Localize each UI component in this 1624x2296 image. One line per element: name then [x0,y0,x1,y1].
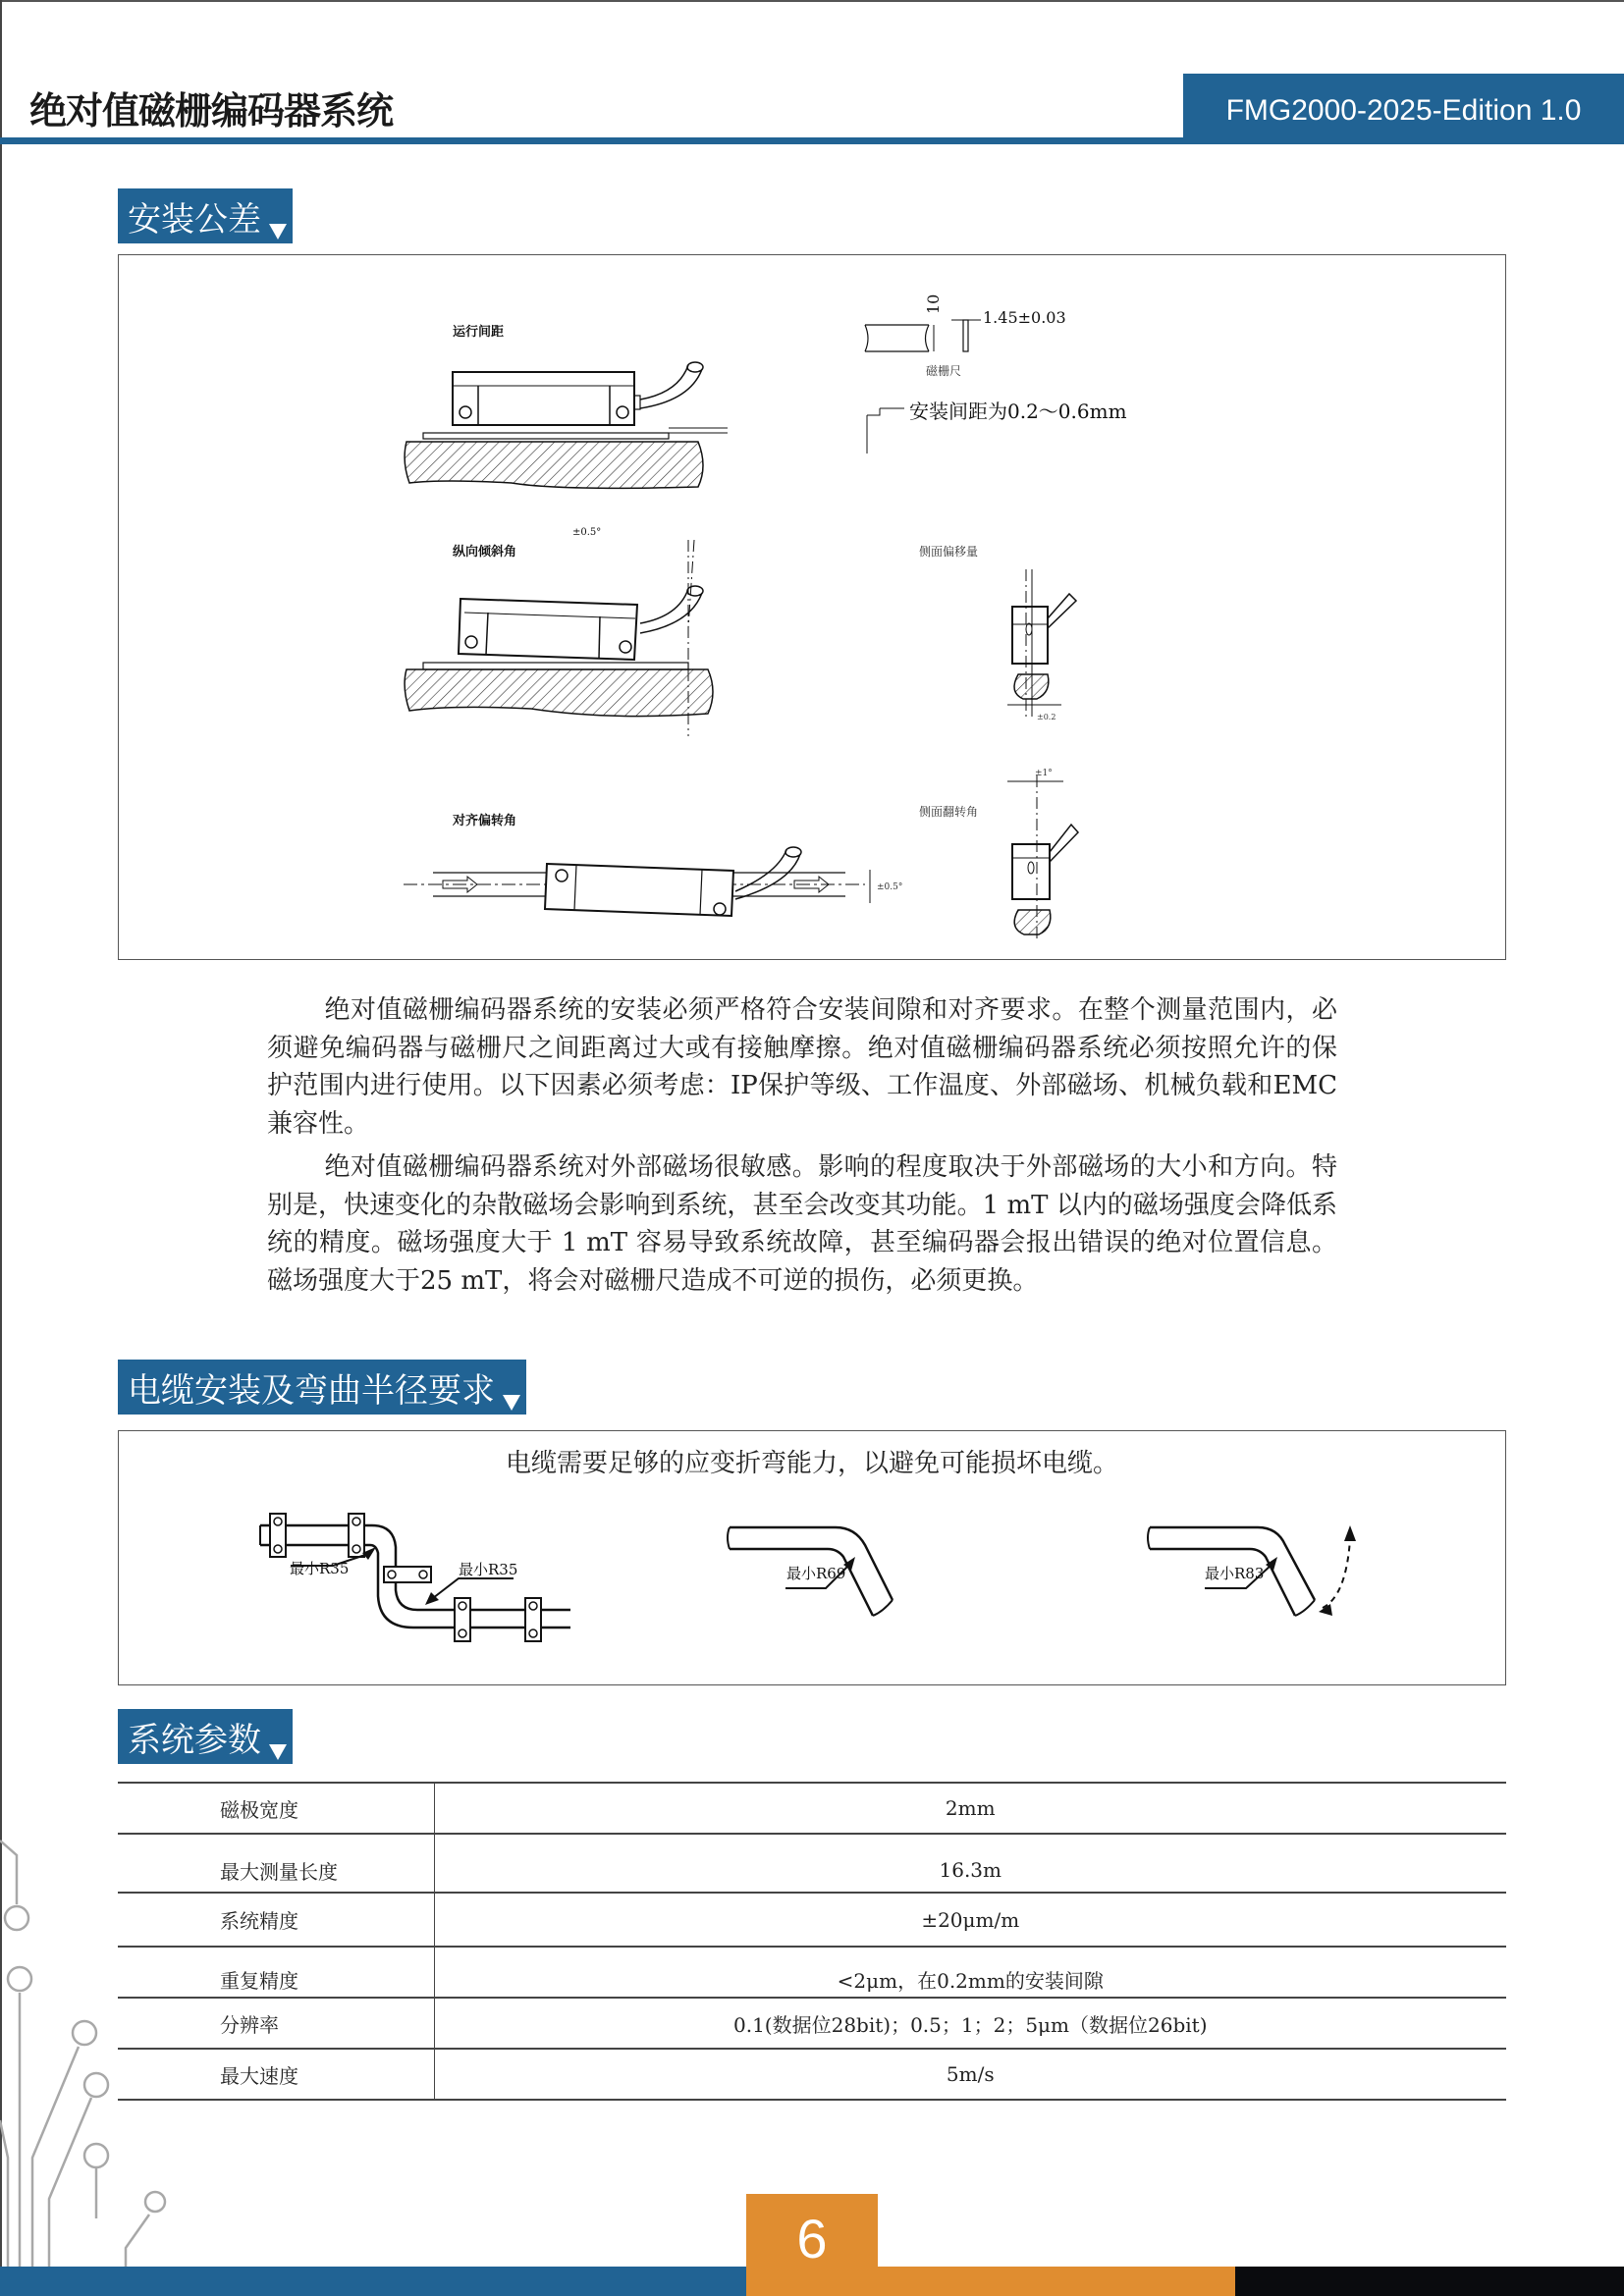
section-heading-cable-bending [118,1360,526,1415]
pitch-angle-drawing [405,527,713,736]
triangle-down-icon [503,1395,520,1411]
section-heading-system-params [118,1709,293,1764]
yaw-label: 对齐偏转角 [453,814,517,828]
s-bend-label-2: 最小R35 [459,1561,518,1578]
roll-label: 侧面翻转角 [919,805,979,819]
static-bend-label: 最小R69 [786,1565,846,1582]
footer-bar-black [1235,2267,1624,2296]
scale-height-dim: 10 [924,294,943,314]
section-title: 安装公差 [128,199,261,240]
tolerance-drawing [119,255,1507,961]
edition-label: FMG2000-2025-Edition 1.0 [1225,94,1582,127]
lateral-offset-drawing [919,544,1076,721]
paragraph-installation: 绝对值磁栅编码器系统的安装必须严格符合安装间隙和对齐要求。在整个测量范围内，必须避免编码器与磁栅尺之间距离过大或有接触摩擦。绝对值磁栅编码器系统必须按照允许的保护范围内进行使用。以下因素必须考虑：IP保护等级、工作温度、外部磁场、机械负载和EMC兼容性。 [267,995,1337,1139]
table-row [118,2049,1506,2100]
cable-caption: 电缆需要足够的应变折弯能力，以避免可能损坏电缆。 [505,1449,1118,1478]
param-value: 2mm [434,1783,1506,1834]
param-value: 0.1(数据位28bit)；0.5；1；2；5μm（数据位26bit) [434,1998,1506,2049]
document-title: 绝对值磁栅编码器系统 [29,89,394,133]
section-title: 系统参数 [128,1720,261,1760]
param-key: 磁极宽度 [118,1783,434,1834]
yaw-angle-drawing [119,255,902,916]
table-row [118,1783,1506,1834]
param-key: 分辨率 [118,1998,434,2049]
triangle-down-icon [269,224,287,240]
table-row [118,1947,1506,1998]
dynamic-bend-label: 最小R83 [1205,1565,1265,1582]
edition-badge [1183,74,1624,144]
pitch-tolerance: ±0.5° [572,527,602,538]
static-bend-cable [728,1527,893,1616]
param-value: <2μm，在0.2mm的安装间隙 [434,1947,1506,1998]
pitch-label: 纵向倾斜角 [453,545,517,560]
page-border-top [0,0,1624,2]
roll-angle-drawing [919,769,1078,942]
lateral-offset-tolerance: ±0.2 [1037,713,1056,721]
param-key: 最大速度 [118,2049,434,2100]
scale-cross-section [865,294,1066,378]
running-gap-drawing [405,324,1127,488]
gap-note: 安装间距为0.2～0.6mm [909,400,1127,423]
page-number [746,2194,878,2272]
s-bend-label-1: 最小R35 [290,1560,350,1577]
param-key: 重复精度 [118,1947,434,1998]
table-row [118,1998,1506,2049]
motion-arrow-icon [1344,1525,1356,1541]
system-params-table [118,1782,1506,2101]
table-row [118,1893,1506,1947]
scale-label: 磁栅尺 [926,364,962,378]
paragraph-magnetic-field: 绝对值磁栅编码器系统对外部磁场很敏感。影响的程度取决于外部磁场的大小和方向。特别是，快速变化的杂散磁场会影响到系统，甚至会改变其功能。1 mT 以内的磁场强度会降低系统的精度。磁场强度大于 1 mT 容易导致系统故障，甚至编码器会报出错误的绝对位置信息。磁场强度大于25 mT，将会对磁栅尺造成不可逆的损伤，必须更换。 [267,1152,1337,1296]
dynamic-bend-cable [1148,1525,1356,1616]
param-key: 系统精度 [118,1893,434,1947]
scale-thickness-dim: 1.45±0.03 [983,308,1066,327]
circuit-decoration-icon [0,1806,177,2268]
param-value: ±20μm/m [434,1893,1506,1947]
running-gap-label: 运行间距 [453,325,505,340]
section-heading-installation-tolerance [118,188,293,243]
param-value: 16.3m [434,1834,1506,1893]
triangle-down-icon [269,1744,287,1760]
footer-bar-blue [0,2267,746,2296]
cable-drawing [119,1431,1507,1686]
yaw-tolerance: ±0.5° [877,882,903,892]
page-number-label: 6 [796,2207,828,2269]
lateral-offset-label: 侧面偏移量 [919,545,979,559]
s-bend-cable [260,1514,570,1641]
cable-bending-diagram [118,1430,1506,1685]
roll-tolerance: ±1° [1035,769,1053,778]
table-row [118,1834,1506,1893]
param-value: 5m/s [434,2049,1506,2100]
param-key: 最大测量长度 [118,1834,434,1893]
section-title: 电缆安装及弯曲半径要求 [128,1370,495,1411]
installation-tolerance-diagram [118,254,1506,960]
